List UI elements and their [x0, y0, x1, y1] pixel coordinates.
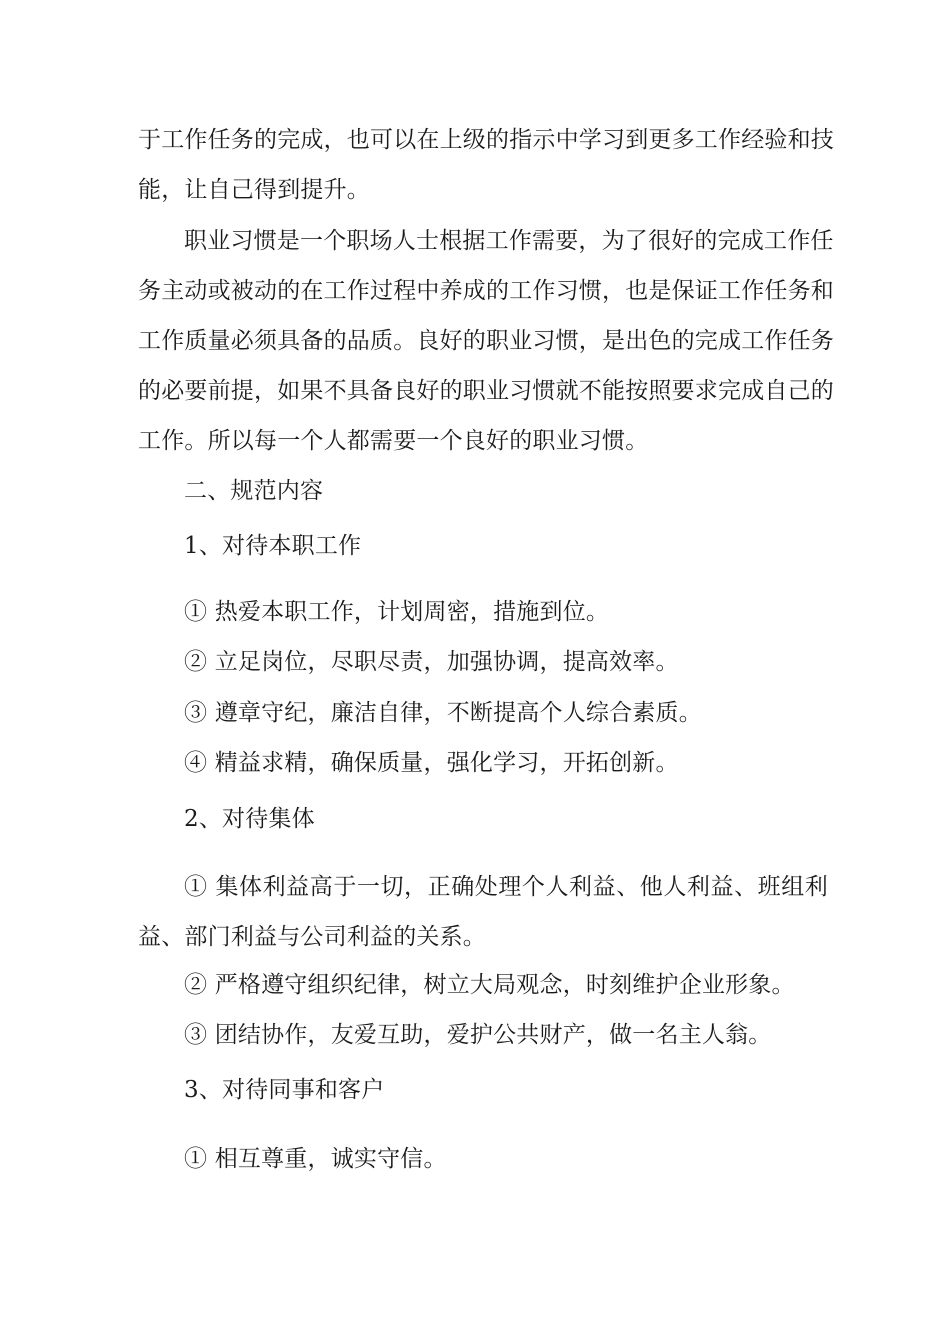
list-item: ② 立足岗位，尽职尽责，加强协调，提高效率。 — [184, 649, 679, 675]
paragraph-line: 能，让自己得到提升。 — [138, 177, 370, 203]
list-item: ① 相互尊重，诚实守信。 — [184, 1146, 447, 1172]
subsection-heading: 3、对待同事和客户 — [184, 1077, 385, 1103]
subsection-heading: 1、对待本职工作 — [184, 533, 362, 559]
list-item: ① 热爱本职工作，计划周密，措施到位。 — [184, 599, 610, 625]
paragraph-line: 的必要前提，如果不具备良好的职业习惯就不能按照要求完成自己的 — [138, 378, 834, 404]
list-item: ② 严格遵守组织纪律，树立大局观念，时刻维护企业形象。 — [184, 972, 795, 998]
paragraph-line: 职业习惯是一个职场人士根据工作需要，为了很好的完成工作任 — [184, 228, 834, 254]
paragraph-line: 工作。所以每一个人都需要一个良好的职业习惯。 — [138, 428, 649, 454]
subsection-heading: 2、对待集体 — [184, 806, 315, 832]
paragraph-line: 务主动或被动的在工作过程中养成的工作习惯，也是保证工作任务和 — [138, 278, 834, 304]
paragraph-line: 工作质量必须具备的品质。良好的职业习惯，是出色的完成工作任务 — [138, 328, 834, 354]
list-item: ③ 团结协作，友爱互助，爱护公共财产，做一名主人翁。 — [184, 1022, 772, 1048]
list-item-continuation: 益、部门利益与公司利益的关系。 — [138, 924, 486, 950]
list-item: ④ 精益求精，确保质量，强化学习，开拓创新。 — [184, 750, 679, 776]
paragraph-line: 于工作任务的完成，也可以在上级的指示中学习到更多工作经验和技 — [138, 127, 834, 153]
list-item: ① 集体利益高于一切，正确处理个人利益、他人利益、班组利 — [184, 874, 828, 900]
section-heading: 二、规范内容 — [184, 478, 324, 504]
list-item: ③ 遵章守纪，廉洁自律，不断提高个人综合素质。 — [184, 700, 702, 726]
